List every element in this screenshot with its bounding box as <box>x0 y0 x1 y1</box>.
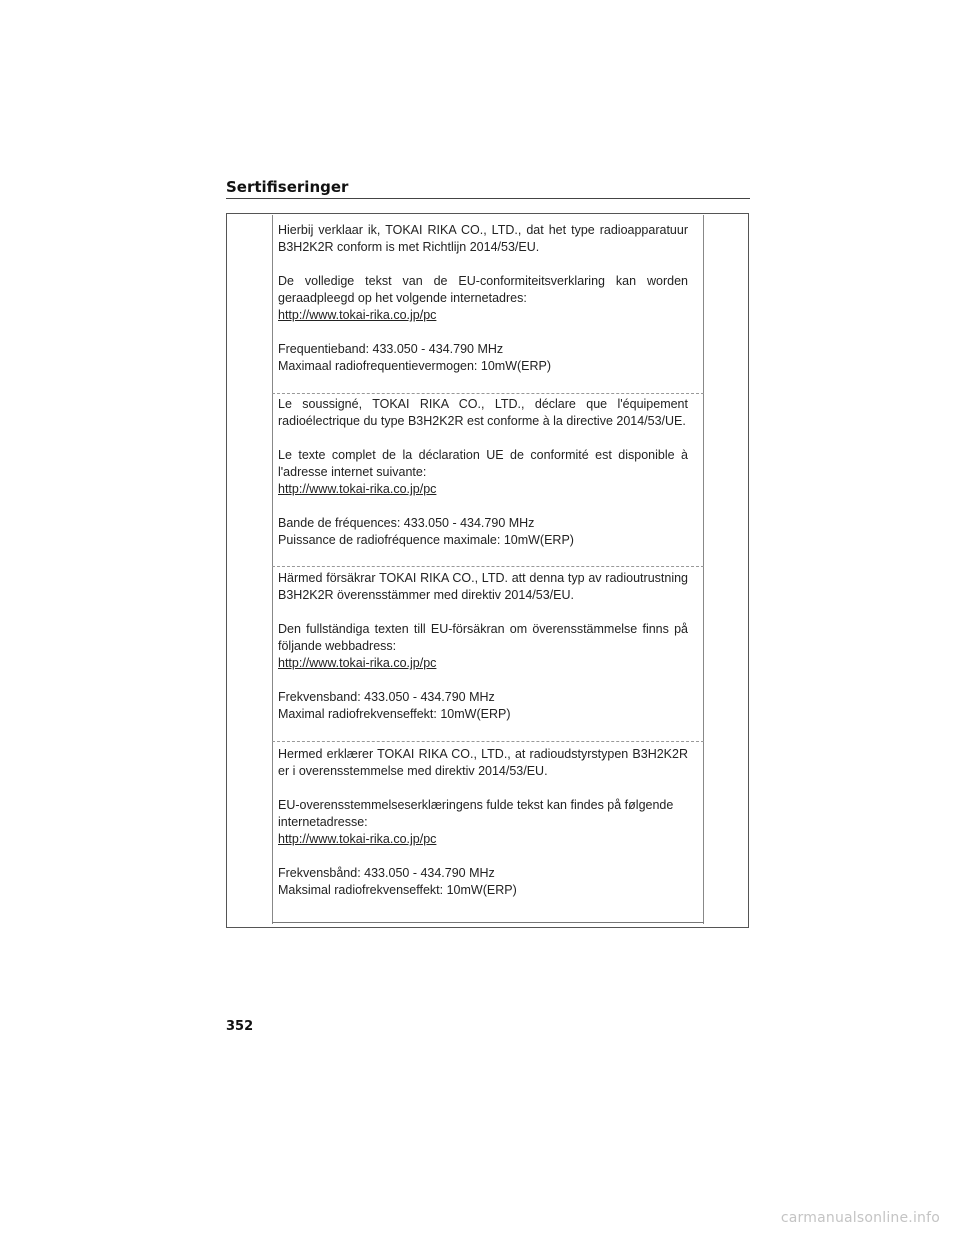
frequency-band: Frequentieband: 433.050 - 434.790 MHz <box>278 342 504 356</box>
max-power: Maksimal radiofrekvenseffekt: 10mW(ERP) <box>278 883 517 897</box>
declaration-link[interactable]: http://www.tokai-rika.co.jp/pc <box>278 482 437 496</box>
declaration-text: Härmed försäkrar TOKAI RIKA CO., LTD. att denna typ av radioutrustning B3H2K2R överensstämmer med direktiv 2014/53/EU. <box>278 571 688 602</box>
page-title: Sertifiseringer <box>226 178 349 196</box>
inner-bottom-rule <box>272 922 704 923</box>
declaration-text: Hierbij verklaar ik, TOKAI RIKA CO., LTD., dat het type radioapparatuur B3H2K2R conform is met Richtlijn 2014/53/EU. <box>278 223 688 254</box>
declaration-link[interactable]: http://www.tokai-rika.co.jp/pc <box>278 308 437 322</box>
fulltext-text: EU-overensstemmelseserklæringens fulde tekst kan findes på følgende internetadresse: <box>278 798 674 829</box>
declaration-link[interactable]: http://www.tokai-rika.co.jp/pc <box>278 656 437 670</box>
declaration-block-nl <box>278 222 688 375</box>
section-divider <box>272 566 704 567</box>
title-rule <box>226 198 750 199</box>
fulltext-text: De volledige tekst van de EU-conformiteitsverklaring kan worden geraadpleegd op het volgende internetadres: <box>278 274 688 305</box>
frequency-band: Frekvensbånd: 433.050 - 434.790 MHz <box>278 866 495 880</box>
frequency-band: Frekvensband: 433.050 - 434.790 MHz <box>278 690 495 704</box>
declaration-text: Hermed erklærer TOKAI RIKA CO., LTD., at radioudstyrstypen B3H2K2R er i overensstemmelse med direktiv 2014/53/EU. <box>278 747 688 778</box>
declaration-block-fr <box>278 396 688 549</box>
fulltext-text: Den fullständiga texten till EU-försäkran om överensstämmelse finns på följande webbadress: <box>278 622 688 653</box>
page-number: 352 <box>226 1019 254 1034</box>
declaration-block-sv <box>278 570 688 723</box>
fulltext-text: Le texte complet de la déclaration UE de conformité est disponible à l'adresse internet suivante: <box>278 448 688 479</box>
section-divider <box>272 741 704 742</box>
max-power: Puissance de radiofréquence maximale: 10mW(ERP) <box>278 533 574 547</box>
frequency-band: Bande de fréquences: 433.050 - 434.790 MHz <box>278 516 535 530</box>
declaration-link[interactable]: http://www.tokai-rika.co.jp/pc <box>278 832 437 846</box>
declaration-block-da <box>278 746 688 899</box>
declaration-text: Le soussigné, TOKAI RIKA CO., LTD., déclare que l'équipement radioélectrique du type B3H2K2R est conforme à la directive 2014/53/UE. <box>278 397 688 428</box>
max-power: Maximaal radiofrequentievermogen: 10mW(ERP) <box>278 359 552 373</box>
watermark: carmanualsonline.info <box>780 1210 940 1226</box>
section-divider <box>272 393 704 394</box>
max-power: Maximal radiofrekvenseffekt: 10mW(ERP) <box>278 707 511 721</box>
